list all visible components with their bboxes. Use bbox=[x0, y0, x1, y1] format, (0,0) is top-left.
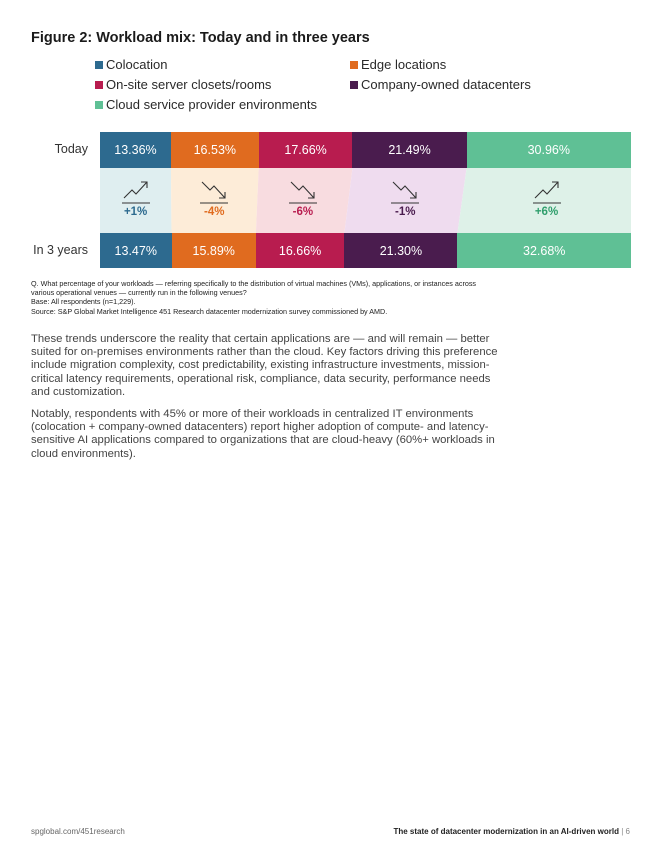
bar-value-label: 32.68% bbox=[523, 243, 566, 258]
change-percent: +6% bbox=[534, 206, 559, 218]
legend-label: Cloud service provider environments bbox=[106, 97, 317, 112]
footer-url[interactable]: spglobal.com/451research bbox=[31, 827, 125, 836]
bar-value-label: 16.53% bbox=[193, 143, 237, 157]
bar-3-years-segment bbox=[457, 233, 631, 268]
legend-label: Edge locations bbox=[361, 57, 447, 72]
body-paragraph-1: These trends underscore the reality that certain applications are — and will remain — better suited for on-premises environments rather than the cloud. Key factors driving this preference include migration complexity, cost predictability, existing infrastructure investments, mission-critical latency requirements, operational risk, compliance, data security, performance needs and customization. bbox=[31, 333, 498, 398]
survey-base: Base: All respondents (n=1,229). bbox=[31, 297, 136, 307]
bar-today-segment bbox=[467, 132, 631, 168]
bar-value-label: 21.30% bbox=[379, 243, 423, 258]
bar-value-label: 21.49% bbox=[388, 143, 431, 157]
trend-up-icon bbox=[530, 177, 564, 205]
footer-doc-title bbox=[393, 827, 630, 836]
change-percent: +1% bbox=[123, 206, 148, 218]
bar-value-label: 16.66% bbox=[278, 243, 322, 258]
bar-3-years-segment bbox=[172, 233, 256, 268]
bar-3-years-segment bbox=[100, 233, 172, 268]
change-percent: -4% bbox=[204, 206, 225, 218]
change-percent: -6% bbox=[292, 206, 314, 218]
bar-today-segment bbox=[259, 132, 353, 168]
figure-title: Figure 2: Workload mix: Today and in three years bbox=[31, 30, 370, 46]
body-paragraph-2: Notably, respondents with 45% or more of their workloads in centralized IT environments (colocation + company-owned datacenters) report higher adoption of compute- and latency-sensitive AI applications compared to organizations that are cloud-heavy (60%+ workloads in cloud environments). bbox=[31, 408, 495, 460]
trend-down-icon bbox=[388, 177, 422, 205]
row-label-3-years: In 3 years bbox=[33, 243, 88, 257]
legend-label: On-site server closets/rooms bbox=[106, 77, 272, 92]
trend-up-icon bbox=[119, 177, 153, 205]
bar-value-label: 13.36% bbox=[114, 143, 157, 157]
change-indicator bbox=[111, 177, 161, 218]
change-indicator bbox=[278, 177, 328, 218]
footer-title-text: The state of datacenter modernization in an AI-driven world bbox=[393, 827, 619, 836]
survey-question: Q. What percentage of your workloads — referring specifically to the distribution of virtual machines (VMs), applications, or instances across various operational venues — currently run in the following venues? bbox=[31, 279, 477, 298]
footer-separator: | bbox=[621, 827, 624, 836]
chart-notes bbox=[31, 279, 501, 316]
bar-today-segment bbox=[171, 132, 259, 168]
legend-label: Company-owned datacenters bbox=[361, 77, 531, 92]
page-number: 6 bbox=[625, 827, 630, 836]
change-percent: -1% bbox=[394, 206, 416, 218]
trend-down-icon bbox=[197, 177, 231, 205]
bar-value-label: 15.89% bbox=[192, 243, 235, 258]
bar-today-segment bbox=[100, 132, 171, 168]
trend-down-icon bbox=[286, 177, 320, 205]
survey-source: Source: S&P Global Market Intelligence 451 Research datacenter modernization survey commissioned by AMD. bbox=[31, 306, 388, 316]
bar-3-years-segment bbox=[256, 233, 344, 268]
bar-3-years-segment bbox=[344, 233, 457, 268]
change-indicator bbox=[522, 177, 572, 218]
row-label-today: Today bbox=[54, 142, 88, 156]
change-indicator bbox=[189, 177, 239, 218]
workload-mix-chart bbox=[0, 0, 662, 280]
legend-label: Colocation bbox=[106, 57, 168, 72]
change-indicator bbox=[380, 177, 430, 218]
bar-value-label: 13.47% bbox=[114, 243, 157, 258]
bar-value-label: 17.66% bbox=[284, 143, 327, 157]
bar-today-segment bbox=[352, 132, 466, 168]
bar-value-label: 30.96% bbox=[527, 143, 570, 157]
